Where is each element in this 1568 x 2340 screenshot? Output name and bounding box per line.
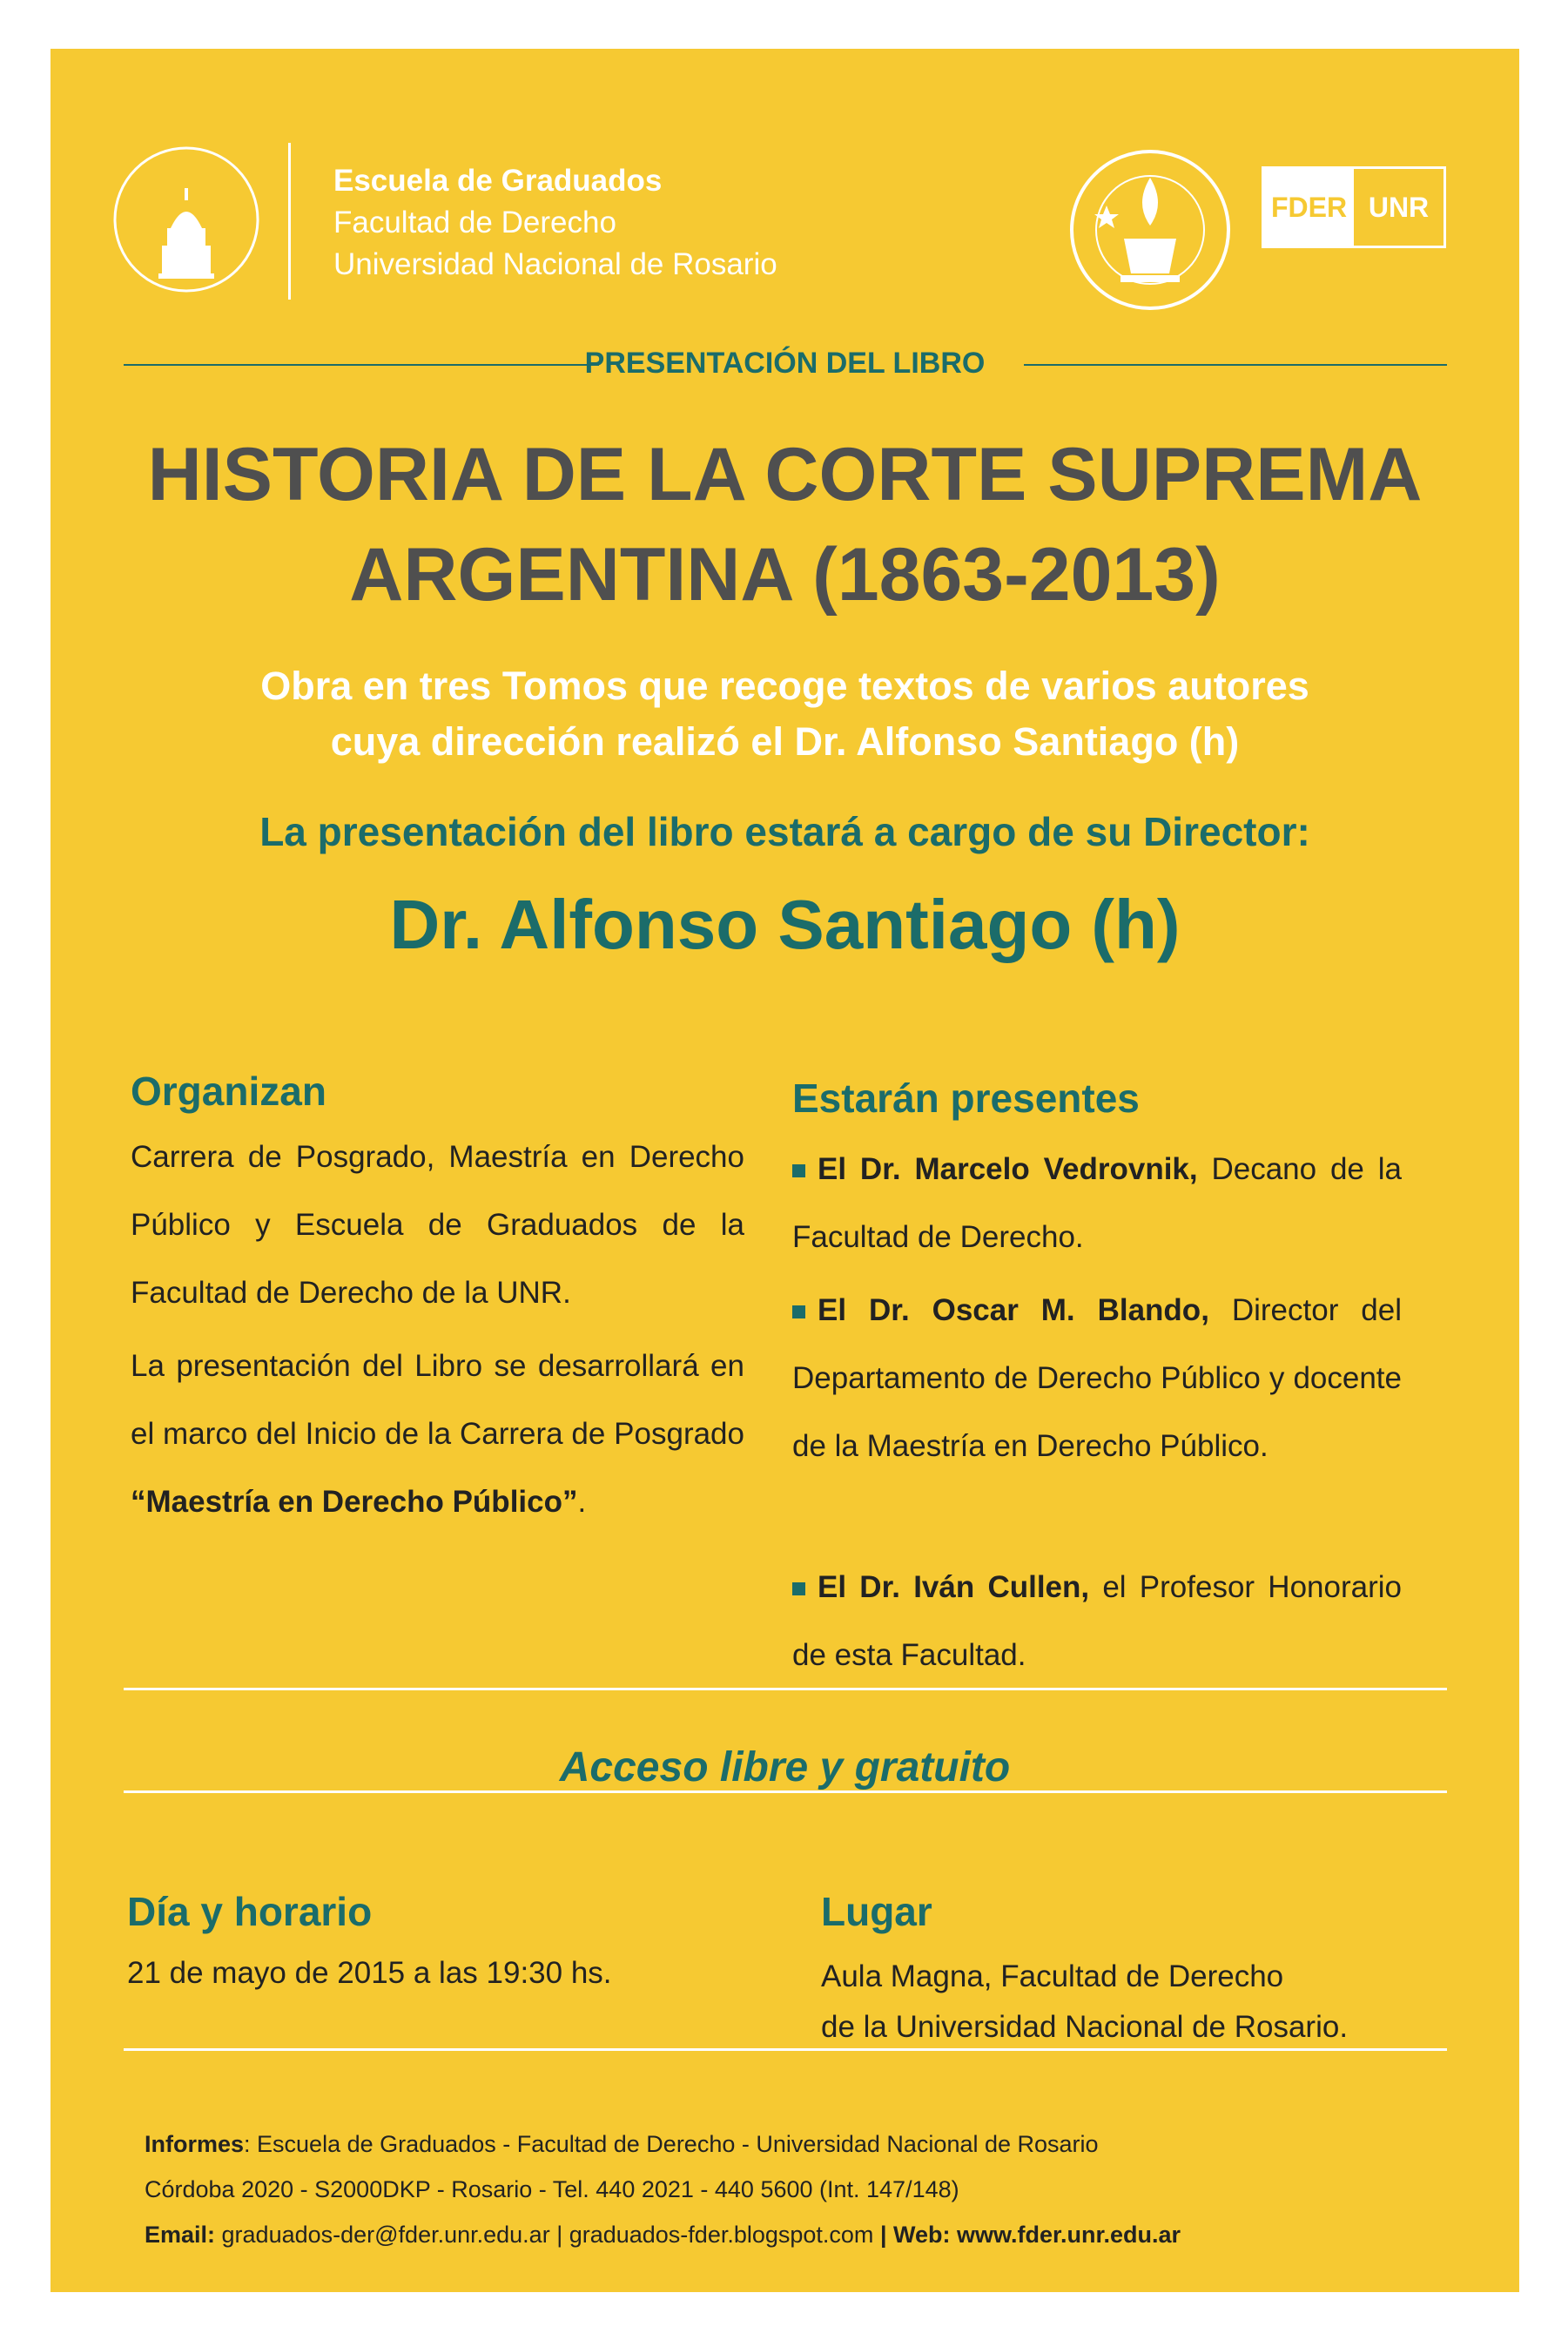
email-label: Email: [145,2222,216,2248]
divider-middle [124,1790,1447,1793]
bullet-icon [792,1164,805,1177]
book-title [50,425,1519,625]
director-intro: La presentación del libro estará a cargo de su Director: [259,809,1310,854]
lugar-text [821,1952,1348,2053]
presente-role: el Profesor Honorario de esta Facultad. [792,1570,1402,1672]
presente-role: Decano de la Facultad de Derecho. [792,1152,1402,1254]
organizan-p2-start: La presentación del Libro se desarrollará en el marco del Inicio de la Carrera de Posgrado [131,1349,744,1451]
presente-name: El Dr. Iván Cullen, [818,1570,1090,1604]
book-subtitle [50,658,1519,770]
acceso-libre: Acceso libre y gratuito [559,1744,1011,1790]
organizan-paragraph-1: Carrera de Posgrado, Maestría en Derecho Público y Escuela de Graduados de la Facultad de Derecho de la UNR. [131,1140,744,1310]
web-label: | Web: www.fder.unr.edu.ar [879,2222,1181,2248]
dia-text: 21 de mayo de 2015 a las 19:30 hs. [127,1956,612,1990]
organizan-paragraph-2 [131,1332,744,1536]
presente-role: Director del Departamento de Derecho Público y docente de la Maestría en Derecho Público. [792,1293,1402,1463]
presente-name: El Dr. Marcelo Vedrovnik, [818,1152,1198,1186]
lugar-line-2: de la Universidad Nacional de Rosario. [821,2010,1349,2044]
footer-contact [145,2212,1181,2257]
organizan-p2-bold: “Maestría en Derecho Público” [131,1485,578,1519]
bullet-icon [792,1582,805,1595]
poster [50,49,1519,2292]
fder-unr-logo [1262,166,1446,248]
bullet-icon [792,1305,805,1318]
facultad-seal-icon [110,143,263,296]
informes-text: : Escuela de Graduados - Facultad de Derecho - Universidad Nacional de Rosario [244,2131,1099,2157]
email-text: graduados-der@fder.unr.edu.ar | graduados-fder.blogspot.com [215,2222,880,2248]
presentes-heading: Estarán presentes [792,1076,1140,1121]
fder-logo-left: FDER [1264,169,1354,246]
footer-informes [145,2121,1181,2167]
lugar-heading: Lugar [821,1889,932,1934]
presente-item [792,1136,1402,1271]
divider-bottom [124,2048,1447,2051]
school-name-block [333,160,777,286]
director-name: Dr. Alfonso Santiago (h) [389,886,1181,963]
organizan-heading: Organizan [131,1069,326,1114]
footer-info [145,2121,1181,2257]
lugar-line-1: Aula Magna, Facultad de Derecho [821,1959,1284,1993]
subtitle-line-2: cuya dirección realizó el Dr. Alfonso Santiago (h) [330,719,1240,764]
book-title-line-2: ARGENTINA (1863-2013) [349,533,1221,617]
divider-top [124,1688,1447,1690]
organizan-p2-end: . [577,1485,587,1519]
presente-name: El Dr. Oscar M. Blando, [818,1293,1209,1327]
book-title-line-1: HISTORIA DE LA CORTE SUPREMA [147,433,1423,516]
presente-item [792,1277,1402,1480]
dia-heading: Día y horario [127,1889,373,1934]
presente-item [792,1554,1402,1689]
fder-logo-right: UNR [1368,191,1430,223]
school-line-2: Facultad de Derecho [333,206,616,239]
presentation-label: PRESENTACIÓN DEL LIBRO [584,347,986,380]
university-seal-icon [1063,143,1237,334]
school-line-1: Escuela de Graduados [333,164,663,198]
header-divider [288,143,291,300]
informes-label: Informes [145,2131,245,2157]
footer-address: Córdoba 2020 - S2000DKP - Rosario - Tel. 440 2021 - 440 5600 (Int. 147/148) [145,2176,959,2202]
subtitle-line-1: Obra en tres Tomos que recoge textos de varios autores [260,664,1309,708]
school-line-3: Universidad Nacional de Rosario [333,247,777,281]
